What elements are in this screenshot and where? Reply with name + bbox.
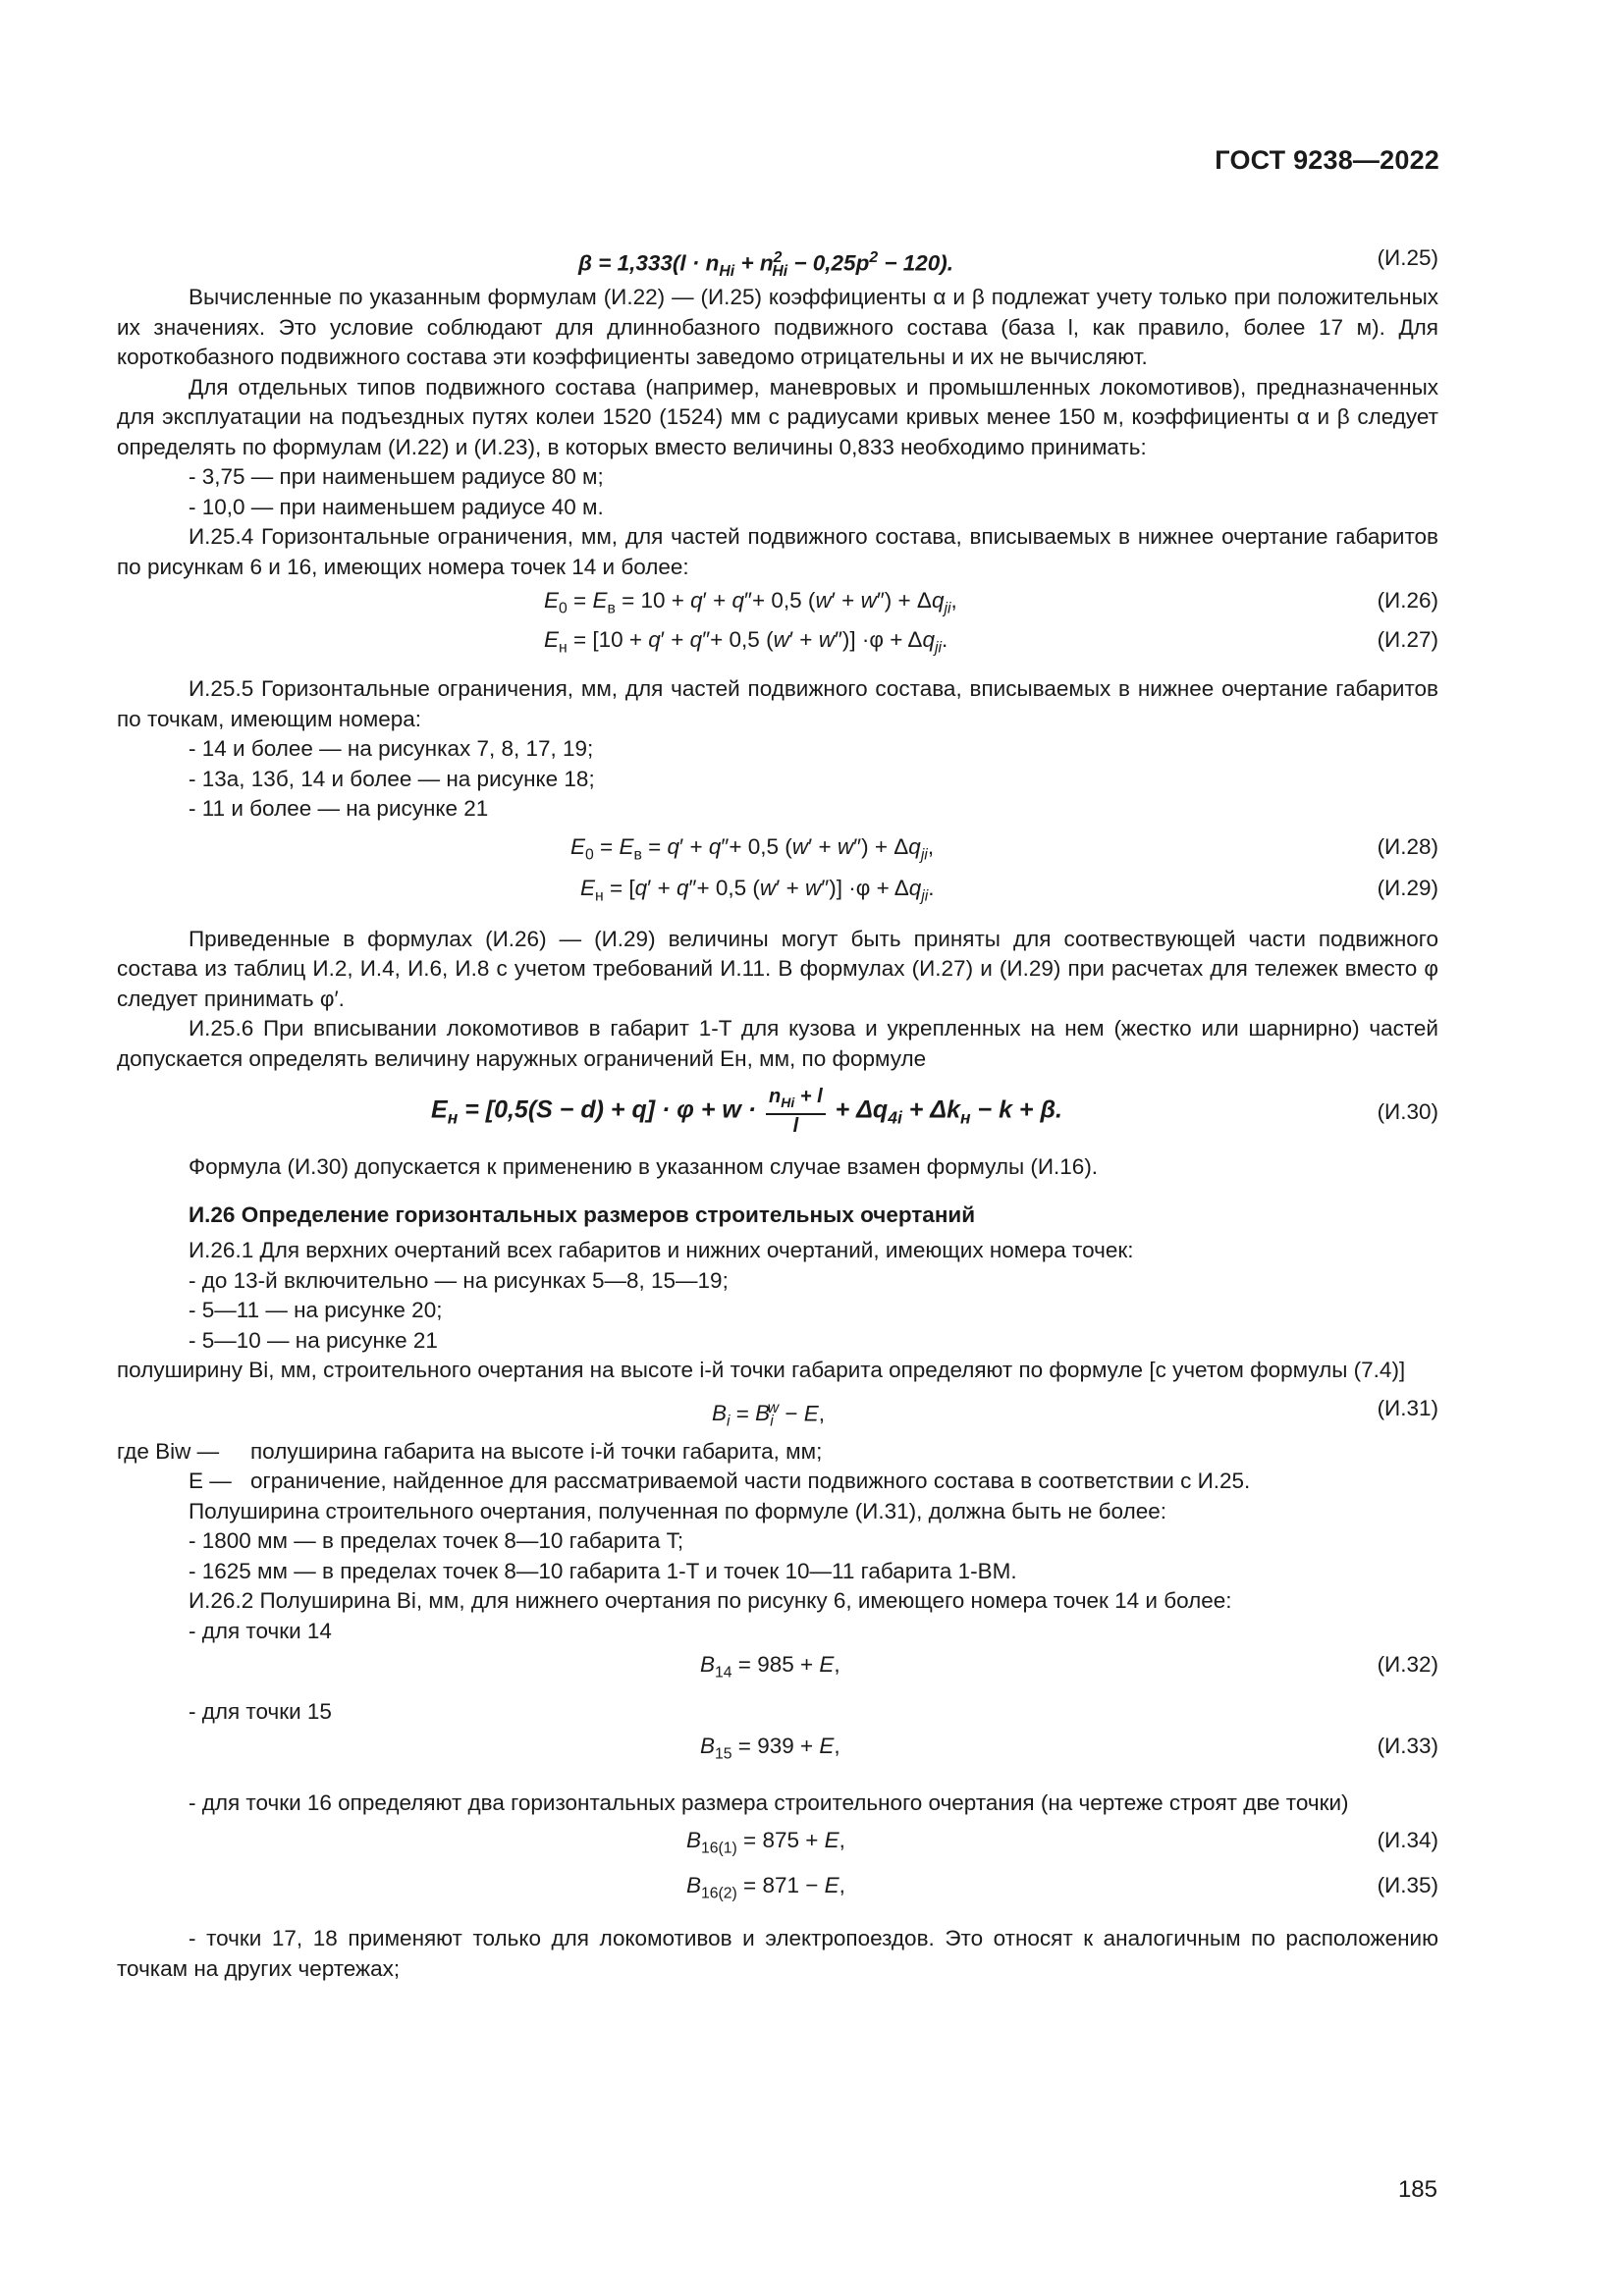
where-lead: где Biw — — [117, 1438, 220, 1464]
list-item: - 13а, 13б, 14 и более — на рисунке 18; — [189, 766, 595, 791]
paragraph: полуширину Bi, мм, строительного очертания на высоте i-й точки габарита определяют по формуле [с учетом формулы (7.4)] — [117, 1358, 1406, 1382]
list-item: - 10,0 — при наименьшем радиусе 40 м. — [189, 494, 604, 519]
where-text: ограничение, найденное для рассматриваемой части подвижного состава в соответствии с И.25. — [250, 1468, 1251, 1493]
formula-i27 — [117, 621, 1438, 663]
paragraph: И.26.1 Для верхних очертаний всех габаритов и нижних очертаний, имеющих номера точек: — [189, 1238, 1134, 1262]
formula-number: (И.32) — [1377, 1652, 1438, 1677]
formula-i31-expr: $B_i = B_i^w - E$, — [712, 1399, 825, 1430]
where-row — [117, 1437, 1438, 1468]
formula-i32 — [117, 1648, 1438, 1695]
paragraph: Для отдельных типов подвижного состава (например, маневровых и промышленных локомотивов), предназначенных для эксплуатации на подъездных путях колеи 1520 (1524) мм с радиусами кривых менее 150 м, коэффициенты α и β следует определять по формулам (И.22) и (И.23), в которых вместо величины 0,833 необходимо принимать: — [117, 374, 1438, 459]
paragraph: Приведенные в формулах (И.26) — (И.29) величины могут быть приняты для соотвествующей части подвижного состава из таблиц И.2, И.4, И.6, И.8 с учетом требований И.11. В формулах (И.27) и (И.29) при расчетах для тележек вместо φ следует принимать φ′. — [117, 926, 1438, 1011]
formula-i30-expr: $E_н = [0,5(S - d) + q] \cdot \varphi + w$ · $\frac{n_{Нi} + l}{l}$ + $\Delta q_{4i} + \Delta k_н - k + \beta$. — [431, 1086, 1062, 1137]
where-lead: E — — [189, 1468, 232, 1493]
formula-i33 — [117, 1730, 1438, 1777]
paragraph: - точки 17, 18 применяют только для локомотивов и электропоездов. Это относят к аналогичным по расположению точкам на других чертежах; — [117, 1926, 1438, 1981]
formula-number: (И.33) — [1377, 1733, 1438, 1758]
document-body — [117, 236, 1438, 1984]
formula-number: (И.34) — [1377, 1828, 1438, 1852]
paragraph: - для точки 16 определяют два горизонтальных размера строительного очертания (на чертеже строят две точки) — [189, 1789, 1349, 1815]
formula-number: (И.31) — [1377, 1395, 1438, 1420]
paragraph: Формула (И.30) допускается к применению в указанном случае взамен формулы (И.16). — [189, 1154, 1099, 1179]
formula-number: (И.28) — [1377, 833, 1438, 859]
paragraph: И.26.2 Полуширина Bi, мм, для нижнего очертания по рисунку 6, имеющего номера точек 14 и более: — [189, 1588, 1232, 1613]
list-item: - 1625 мм — в пределах точек 8—10 габарита 1-T и точек 10—11 габарита 1-BM. — [189, 1558, 1017, 1583]
paragraph: И.25.4 Горизонтальные ограничения, мм, для частей подвижного состава, вписываемых в нижнее очертание габаритов по рисункам 6 и 16, имеющих номера точек 14 и более: — [117, 524, 1438, 579]
list-item: - 5—11 — на рисунке 20; — [189, 1298, 443, 1322]
list-item: - 1800 мм — в пределах точек 8—10 габарита T; — [189, 1528, 684, 1553]
list-item: - 5—10 — на рисунке 21 — [189, 1327, 438, 1353]
list-item: - 14 и более — на рисунках 7, 8, 17, 19; — [189, 736, 594, 761]
page-number: 185 — [1397, 2176, 1437, 2203]
formula-i30 — [117, 1076, 1438, 1150]
formula-number: (И.27) — [1377, 627, 1438, 652]
paragraph: Вычисленные по указанным формулам (И.22) — (И.25) коэффициенты α и β подлежат учету только при положительных их значениях. Это условие соблюдают для длиннобазного подвижного состава (база l, как правило, более 17 м). Для короткобазного подвижного состава эти коэффициенты заведомо отрицательны и их не вычисляют. — [117, 285, 1438, 369]
formula-number: (И.29) — [1377, 875, 1438, 900]
formula-number: (И.26) — [1377, 588, 1438, 613]
list-item: - 11 и более — на рисунке 21 — [189, 796, 489, 821]
formula-i26 — [117, 584, 1438, 619]
paragraph: Полуширина строительного очертания, полученная по формуле (И.31), должна быть не более: — [189, 1498, 1166, 1523]
formula-i32-expr: $B_{14} = 985 + E$, — [700, 1652, 840, 1682]
formula-i28-expr: $E_0 = E_в = q' + q''+ 0,5$ $(w' + w'') + \Delta q_{ji}$, — [570, 833, 935, 863]
formula-i29-expr: $E_н = [q' + q''+ 0,5$ $(w' + w'')] \cdot\varphi + \Delta q_{ji}$. — [580, 875, 935, 904]
formula-i28 — [117, 827, 1438, 868]
section-heading: И.26 Определение горизонтальных размеров строительных очертаний — [189, 1201, 976, 1227]
formula-i27-expr: $E_н = [10 + q' + q''+ 0,5$ $(w' + w'')] \cdot\varphi + \Delta q_{ji}$. — [544, 627, 948, 657]
paragraph: И.25.6 При вписывании локомотивов в габарит 1-T для кузова и укрепленных на нем (жестко или шарнирно) частей допускается определять величину наружных ограничений Eн, мм, по формуле — [117, 1016, 1438, 1071]
formula-number: (И.30) — [1377, 1099, 1438, 1124]
list-item: - для точки 15 — [189, 1699, 332, 1724]
list-item: - 3,75 — при наименьшем радиусе 80 м; — [189, 464, 604, 489]
formula-number: (И.35) — [1377, 1873, 1438, 1897]
where-row — [117, 1467, 1438, 1497]
paragraph: И.25.5 Горизонтальные ограничения, мм, для частей подвижного состава, вписываемых в нижнее очертание габаритов по точкам, имеющим номера: — [117, 676, 1438, 731]
formula-i25 — [117, 238, 1438, 281]
formula-i25-expr: $\beta = 1,333(l \cdot n_{Нi} + n^2_{Нi} - 0,25p^2 - 120)$. — [578, 249, 954, 280]
formula-number: (И.25) — [1377, 245, 1438, 270]
formula-i26-expr: $E_0 = E_в = 10 + q' + q''+ 0,5$ $(w' + w'') + \Delta q_{ji}$, — [544, 588, 957, 617]
formula-i29 — [117, 870, 1438, 913]
formula-i34-expr: $B_{16(1)} = 875 + E$, — [686, 1828, 845, 1857]
list-item: - до 13-й включительно — на рисунках 5—8, 15—19; — [189, 1267, 729, 1293]
formula-i31 — [117, 1388, 1438, 1435]
formula-i34 — [117, 1820, 1438, 1865]
formula-i35-expr: $B_{16(2)} = 871 - E$, — [686, 1873, 845, 1902]
formula-i33-expr: $B_{15} = 939 + E$, — [700, 1733, 840, 1762]
formula-i35 — [117, 1867, 1438, 1912]
list-item: - для точки 14 — [189, 1618, 332, 1643]
document-header: ГОСТ 9238—2022 — [1215, 145, 1439, 175]
where-text: полуширина габарита на высоте i-й точки габарита, мм; — [250, 1438, 823, 1464]
